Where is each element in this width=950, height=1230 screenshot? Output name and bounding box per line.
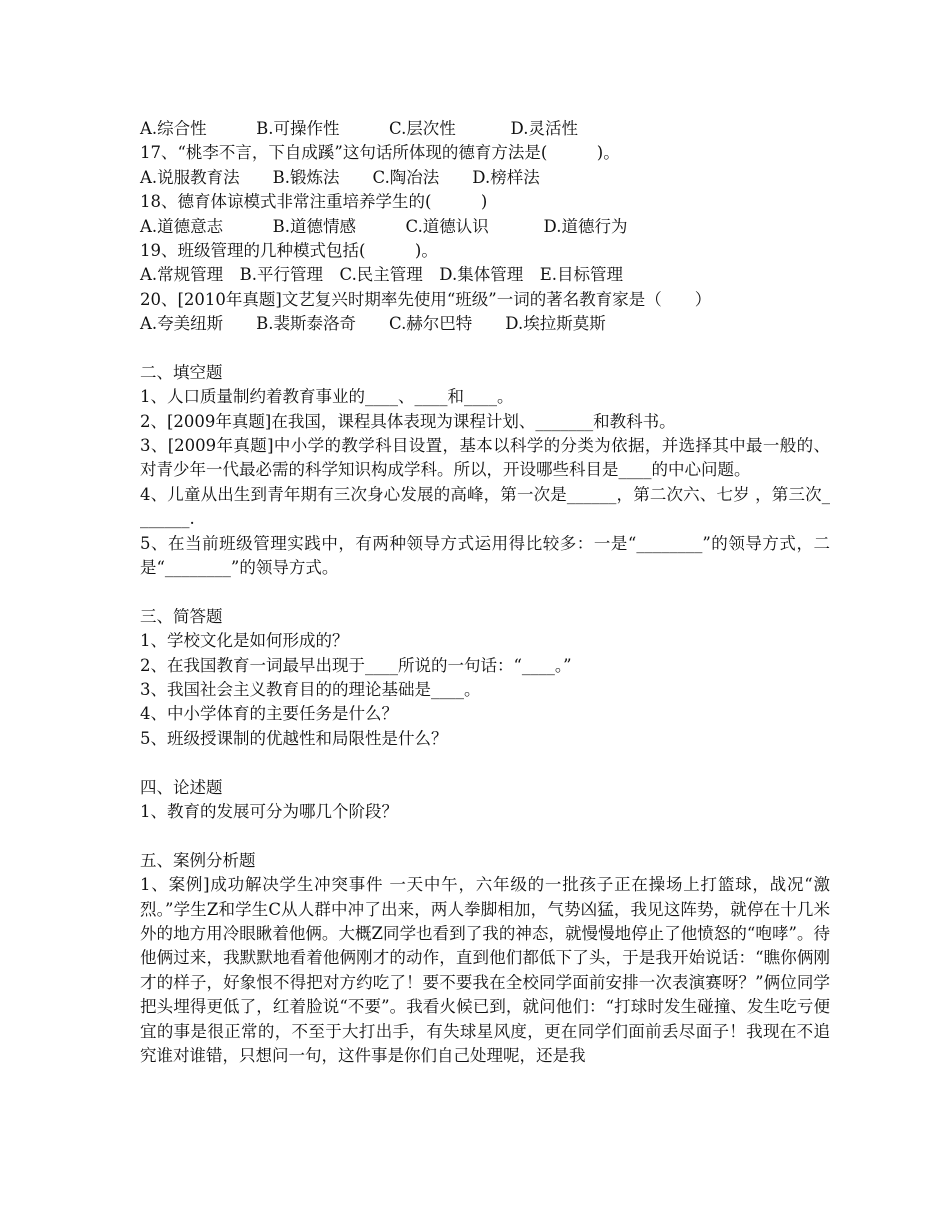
question-19: 19、班级管理的几种模式包括( )。: [140, 240, 438, 260]
case-analysis-section: [140, 849, 830, 1069]
short-answer-item-4: 4、中小学体育的主要任务是什么？: [140, 704, 398, 724]
short-answer-item-3: 3、我国社会主义教育目的的理论基础是____。: [140, 680, 481, 700]
short-answer-item-5: 5、班级授课制的优越性和局限性是什么？: [140, 728, 448, 748]
spacer: [140, 751, 830, 775]
q17-options: A.说服教育法 B.锻炼法 C.陶冶法 D.榜样法: [140, 167, 540, 187]
q19-options: A.常规管理 B.平行管理 C.民主管理 D.集体管理 E.目标管理: [140, 265, 623, 285]
essay-item-1: 1、教育的发展可分为哪几个阶段？: [140, 802, 398, 822]
fill-blank-item-1: 1、人口质量制约着教育事业的____、____和____。: [140, 387, 514, 407]
question-20: 20、[2010年真题]文艺复兴时期率先使用“班级”一词的著名教育家是（ ）: [140, 289, 712, 309]
case-analysis-text: 1、案例]成功解决学生冲突事件 一天中午，六年级的一批孩子正在操场上打篮球，战况“激烈。”学生Z和学生C从人群中冲了出来，两人拳脚相加，气势凶猛，我见这阵势，就停在十几米外的地方用冷眼瞅着他俩。大概Z同学也看到了我的神态，就慢慢地停止了他愤怒的“咆哮”。待他俩过来，我默默地看着他俩刚才的动作，直到他们都低下了头，于是我开始说话：“瞧你俩刚才的样子，好象恨不得把对方约吃了！要不要我在全校同学面前安排一次表演赛呀？”俩位同学把头埋得更低了，红着脸说“不要”。我看火候已到，就问他们：“打球时发生碰撞、发生吃亏便宜的事是很正常的，不至于大打出手，有失球星风度，更在同学们面前丢尽面子！我现在不追究谁对谁错，只想问一句，这件事是你们自己处理呢，还是我: [140, 875, 830, 1066]
section-title-essay: 四、论述题: [140, 777, 223, 797]
short-answer-item-1: 1、学校文化是如何形成的？: [140, 631, 349, 651]
fill-blank-item-2: 2、[2009年真题]在我国，课程具体表现为课程计划、_______和教科书。: [140, 411, 676, 431]
section-title-case-analysis: 五、案例分析题: [140, 850, 256, 870]
short-answer-section: [140, 605, 830, 751]
section-title-short-answer: 三、简答题: [140, 606, 223, 626]
short-answer-item-2: 2、在我国教育一词最早出现于____所说的一句话：“____。”: [140, 655, 572, 675]
section-title-fill-blank: 二、填空题: [140, 362, 223, 382]
question-18: 18、德育体谅模式非常注重培养学生的( ): [140, 192, 488, 212]
q20-options: A.夸美纽斯 B.裴斯泰洛奇 C.赫尔巴特 D.埃拉斯莫斯: [140, 314, 606, 334]
essay-section: [140, 776, 830, 825]
spacer: [140, 581, 830, 605]
choice-questions-tail: [140, 117, 830, 337]
document-page: [140, 117, 830, 1068]
fill-blank-item-4: 4、儿童从出生到青年期有三次身心发展的高峰，第一次是______，第二次六、七岁 ，第三次_______.: [140, 484, 830, 529]
spacer: [140, 337, 830, 361]
q18-options: A.道德意志 B.道德情感 C.道德认识 D.道德行为: [140, 216, 628, 236]
q16-options: A.综合性 B.可操作性 C.层次性 D.灵活性: [140, 119, 578, 138]
fill-blank-section: [140, 361, 830, 581]
spacer: [140, 824, 830, 848]
question-17: 17、“桃李不言，下自成蹊”这句话所体现的德育方法是( )。: [140, 143, 620, 163]
fill-blank-item-5: 5、在当前班级管理实践中，有两种领导方式运用得比较多：一是“________”的领导方式，二是“________”的领导方式。: [140, 533, 830, 578]
fill-blank-item-3: 3、[2009年真题]中小学的教学科目设置，基本以科学的分类为依据，并选择其中最一般的、对青少年一代最必需的科学知识构成学科。所以，开设哪些科目是____的中心问题。: [140, 436, 830, 480]
